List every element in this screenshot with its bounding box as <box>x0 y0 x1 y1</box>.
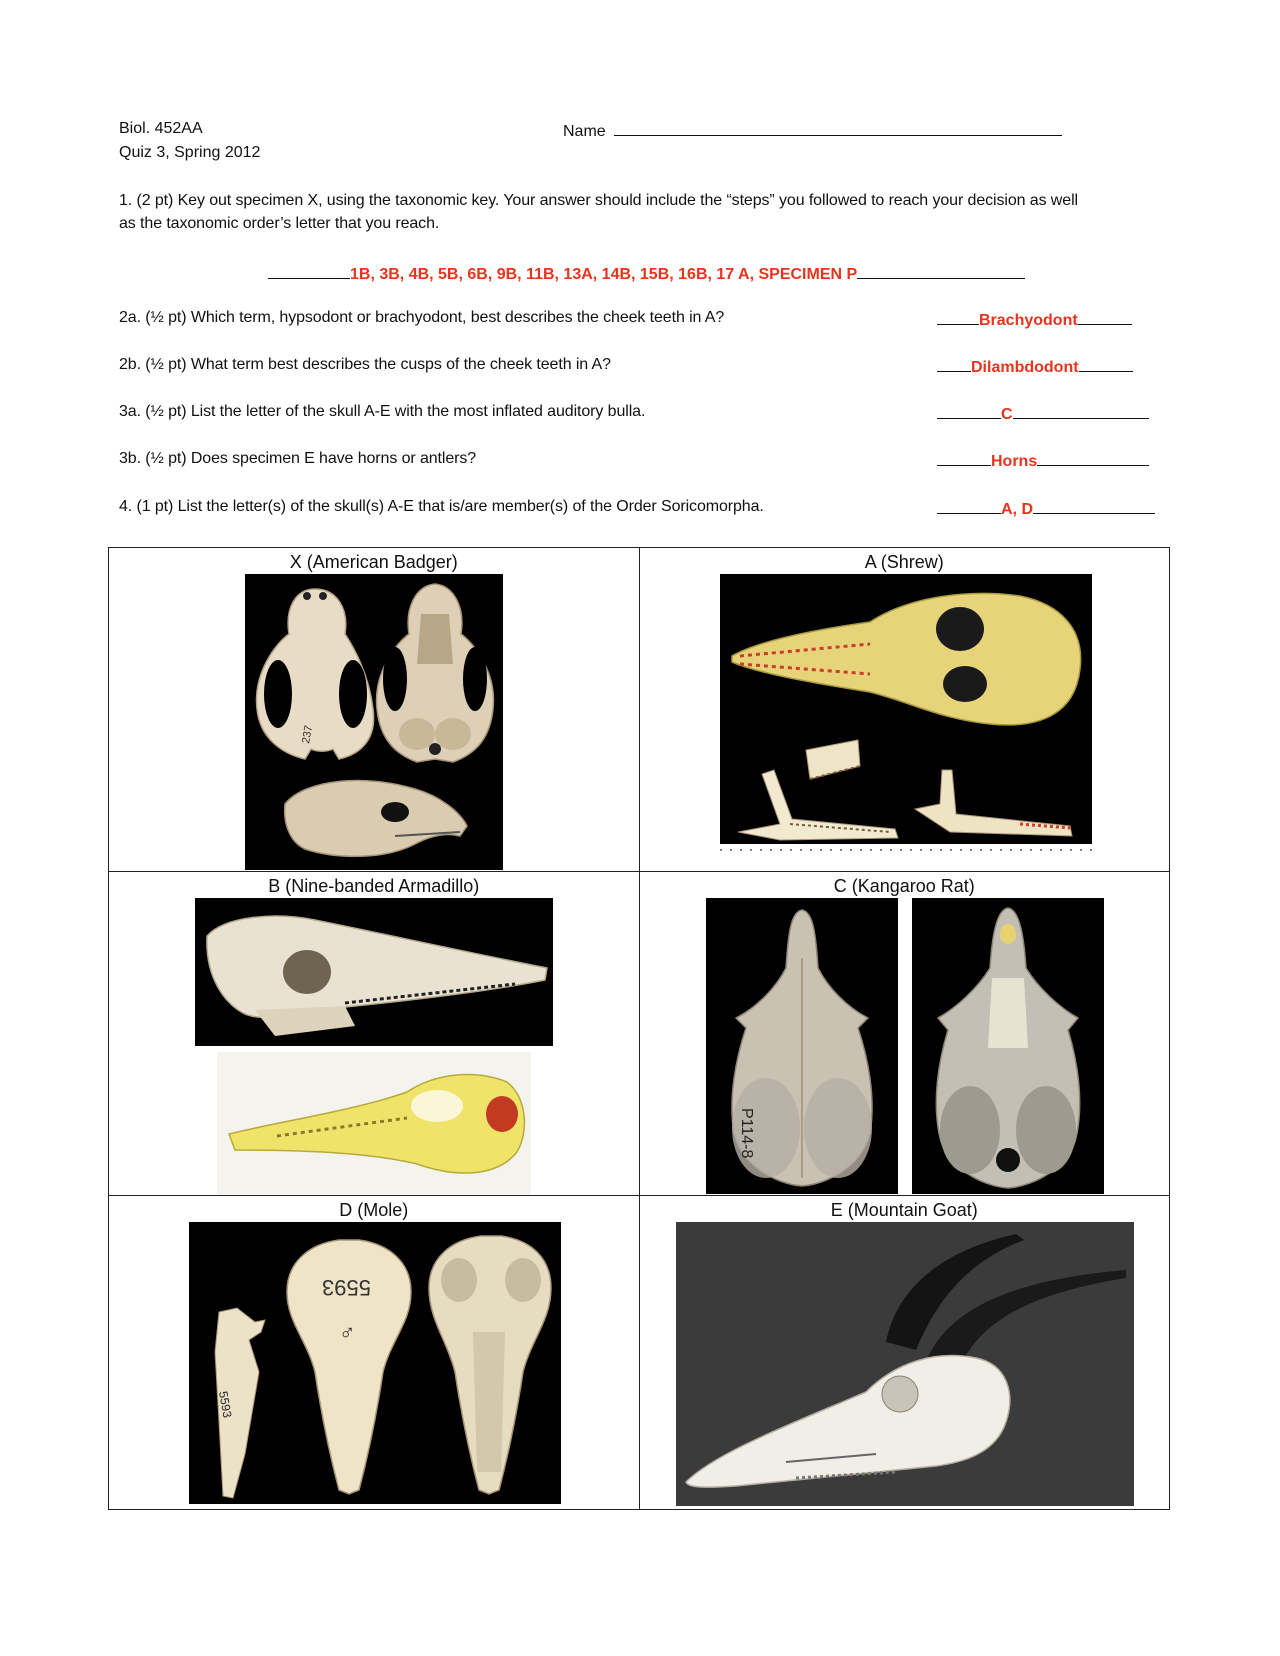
specimen-d-label: D (Mole) <box>339 1200 409 1220</box>
answer-1-field[interactable] <box>268 263 1025 284</box>
name-blank[interactable] <box>614 120 1062 136</box>
armadillo-skull-lateral-photo <box>195 898 553 1046</box>
question-2b: 2b. (½ pt) What term best describes the cusps of the cheek teeth in A? <box>119 356 611 373</box>
badger-specimen-number: 237 <box>300 724 316 745</box>
specimen-cell-c <box>639 872 1170 1196</box>
question-3b: 3b. (½ pt) Does specimen E have horns or antlers? <box>119 450 477 467</box>
answer-3a: C <box>1001 406 1013 423</box>
badger-skull-photo <box>245 574 503 870</box>
answer-2a-field[interactable] <box>937 309 1132 330</box>
specimen-cell-x <box>109 548 640 872</box>
mole-jaw-number: 5593 <box>216 1390 235 1419</box>
armadillo-skull-ventral-photo <box>217 1052 531 1194</box>
specimen-b-label: B (Nine-banded Armadillo) <box>268 876 480 896</box>
specimen-table <box>108 547 1170 1510</box>
question-1-line-1: 1. (2 pt) Key out specimen X, using the taxonomic key. Your answer should include the “steps” you followed to reach your decision as well <box>119 192 1078 209</box>
specimen-e-label: E (Mountain Goat) <box>830 1200 978 1220</box>
specimen-cell-d <box>109 1196 640 1510</box>
name-field[interactable] <box>563 120 1062 141</box>
answer-4-field[interactable] <box>937 498 1155 519</box>
answer-2a: Brachyodont <box>979 312 1078 329</box>
specimen-cell-b <box>109 872 640 1196</box>
answer-3b: Horns <box>991 453 1038 470</box>
question-4: 4. (1 pt) List the letter(s) of the skull(s) A-E that is/are member(s) of the Order Soricomorpha. <box>119 498 764 515</box>
question-3a: 3a. (½ pt) List the letter of the skull A-E with the most inflated auditory bulla. <box>119 403 646 420</box>
specimen-cell-a <box>639 548 1170 872</box>
answer-1: 1B, 3B, 4B, 5B, 6B, 9B, 11B, 13A, 14B, 15B, 16B, 17 A, SPECIMEN P <box>350 266 858 283</box>
answer-2b-field[interactable] <box>937 356 1133 377</box>
answer-4: A, D <box>1001 501 1033 518</box>
kangaroo-rat-skull-dorsal-photo <box>706 898 898 1194</box>
course-title: Biol. 452AA <box>119 120 203 137</box>
shrew-skull-photo <box>720 574 1092 856</box>
answer-3a-field[interactable] <box>937 403 1149 424</box>
quiz-title: Quiz 3, Spring 2012 <box>119 144 261 161</box>
specimen-x-label: X (American Badger) <box>289 552 458 572</box>
specimen-c-label: C (Kangaroo Rat) <box>833 876 975 896</box>
answer-2b: Dilambdodont <box>971 359 1079 376</box>
specimen-cell-e <box>639 1196 1170 1510</box>
mole-skull-photo <box>189 1222 561 1504</box>
kangaroo-rat-skull-ventral-photo <box>912 898 1104 1194</box>
question-1-line-2: as the taxonomic order’s letter that you reach. <box>119 215 440 232</box>
kangaroo-rat-specimen-number: P114-8 <box>737 1108 755 1159</box>
answer-3b-field[interactable] <box>937 450 1149 471</box>
mole-skull-number: 5593 <box>322 1275 371 1300</box>
question-2a: 2a. (½ pt) Which term, hypsodont or brachyodont, best describes the cheek teeth in A? <box>119 309 725 326</box>
specimen-a-label: A (Shrew) <box>864 552 944 572</box>
mountain-goat-skull-photo <box>676 1222 1134 1506</box>
name-label: Name <box>563 123 606 140</box>
mole-sex-mark: ♂ <box>339 1320 356 1345</box>
